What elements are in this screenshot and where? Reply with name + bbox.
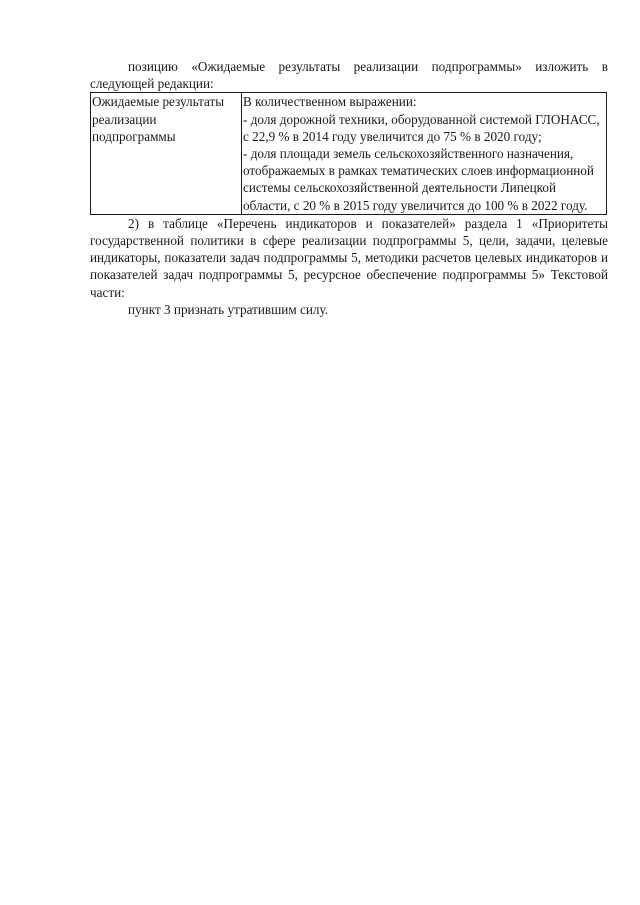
table-label-cell: Ожидаемые результаты реализации подпрограммы [91,93,242,214]
table-row [91,93,607,214]
table-line-quantitative: В количественном выражении: [243,94,417,110]
document-page [90,58,608,318]
paragraph-2: 2) в таблице «Перечень индикаторов и показателей» раздела 1 «Приоритеты государственной политики в сфере реализации подпрограммы 5, цели, задачи, целевые индикаторы, показатели задач подпрограммы 5, методики расчетов целевых индикаторов и показателей задач подпрограммы 5, ресурсное обеспечение подпрограммы 5» Текстовой части: [90,215,608,300]
results-table [90,92,607,214]
table-line-land-share: - доля площади земель сельскохозяйственного назначения, отображаемых в рамках тематических слоев информационной системы сельскохозяйственной деятельности Липецкой области, с 20 % в 2015 году увеличится до 100 % в 2022 году. [243,146,594,213]
paragraph-3: пункт 3 признать утратившим силу. [128,301,329,317]
intro-paragraph: позицию «Ожидаемые результаты реализации подпрограммы» изложить в следующей редакции: [90,59,608,92]
table-line-glonass: - доля дорожной техники, оборудованной системой ГЛОНАСС, с 22,9 % в 2014 году увеличится до 75 % в 2020 году; [243,111,600,144]
table-content-cell [242,93,607,214]
